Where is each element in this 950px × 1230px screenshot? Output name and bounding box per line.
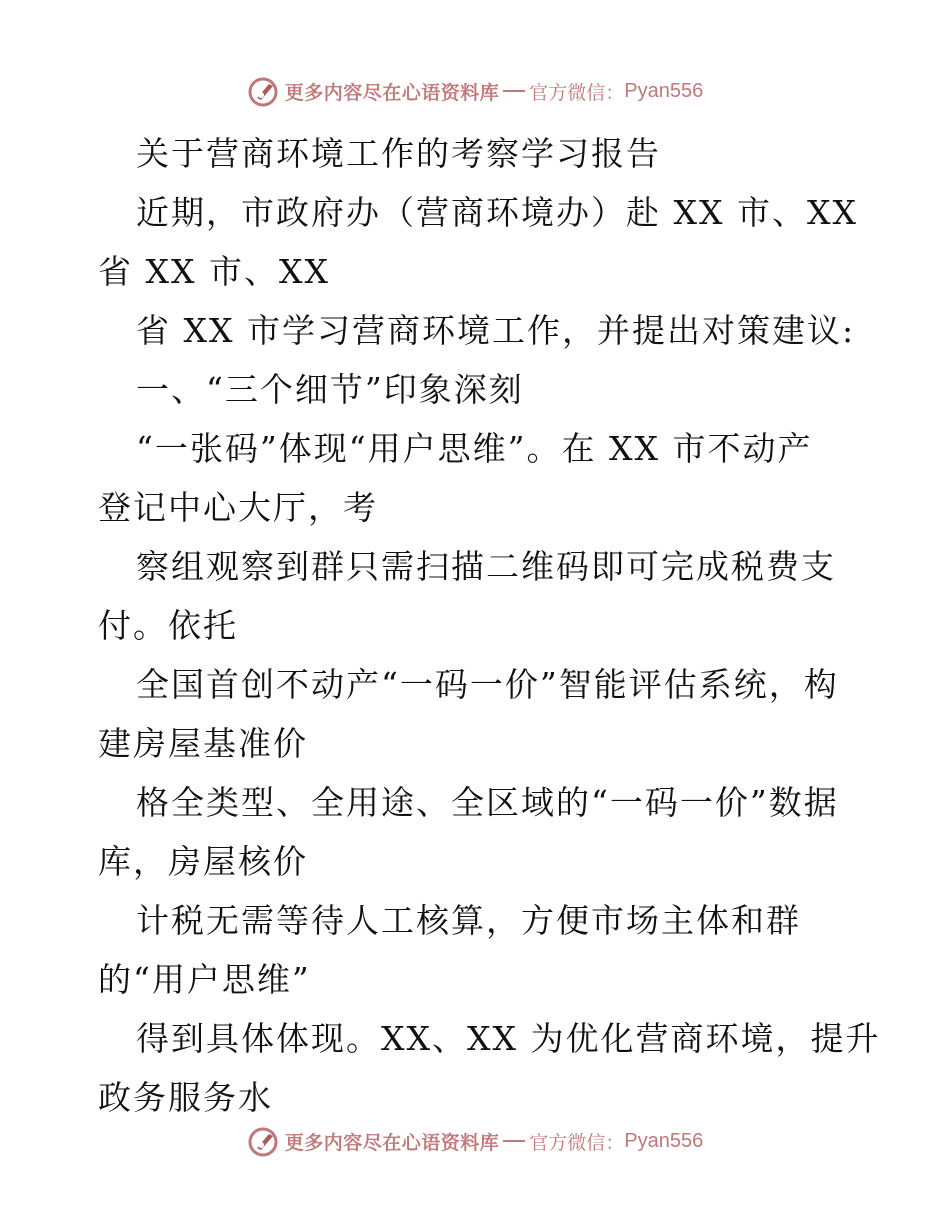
doc-line: 省 XX 市、XX: [98, 252, 330, 291]
doc-line: 库，房屋核价: [98, 842, 308, 881]
doc-line: 计税无需等待人工核算，方便市场主体和群: [136, 901, 801, 940]
watermark-banner-bottom: [0, 1124, 950, 1158]
doc-line: 一、“三个细节”印象深刻: [136, 370, 524, 409]
watermark-id: Pyan556: [624, 79, 704, 102]
doc-line: 付。依托: [98, 606, 238, 645]
doc-line: 政务服务水: [98, 1078, 273, 1117]
watermark-sub: 官方微信：: [529, 1131, 625, 1154]
watermark-dash: [503, 1140, 525, 1142]
doc-line: 近期，市政府办（营商环境办）赴 XX 市、XX: [136, 193, 858, 232]
document-body: [98, 124, 881, 1127]
pen-logo-icon: [247, 74, 281, 108]
doc-line: 建房屋基准价: [98, 724, 308, 763]
watermark-dash: [503, 90, 525, 92]
doc-line: 全国首创不动产“一码一价”智能评估系统，构: [136, 665, 839, 704]
doc-line: 得到具体体现。XX、XX 为优化营商环境，提升: [136, 1019, 881, 1058]
doc-line: 察组观察到群只需扫描二维码即可完成税费支: [136, 547, 836, 586]
watermark-text: 更多内容尽在心语资料库: [284, 1131, 500, 1154]
doc-line: “一张码”体现“用户思维”。在 XX 市不动产: [136, 429, 813, 468]
doc-line: 的“用户思维”: [98, 960, 311, 999]
doc-line: 省 XX 市学习营商环境工作，并提出对策建议:: [136, 311, 856, 350]
watermark-id: Pyan556: [624, 1129, 704, 1152]
watermark-banner-top: [0, 74, 950, 108]
watermark-text: 更多内容尽在心语资料库: [284, 81, 500, 104]
pen-logo-icon: [247, 1124, 281, 1158]
doc-line: 登记中心大厅，考: [98, 488, 378, 527]
watermark-sub: 官方微信：: [529, 81, 625, 104]
doc-line: 格全类型、全用途、全区域的“一码一价”数据: [136, 783, 839, 822]
doc-line: 关于营商环境工作的考察学习报告: [136, 134, 661, 173]
